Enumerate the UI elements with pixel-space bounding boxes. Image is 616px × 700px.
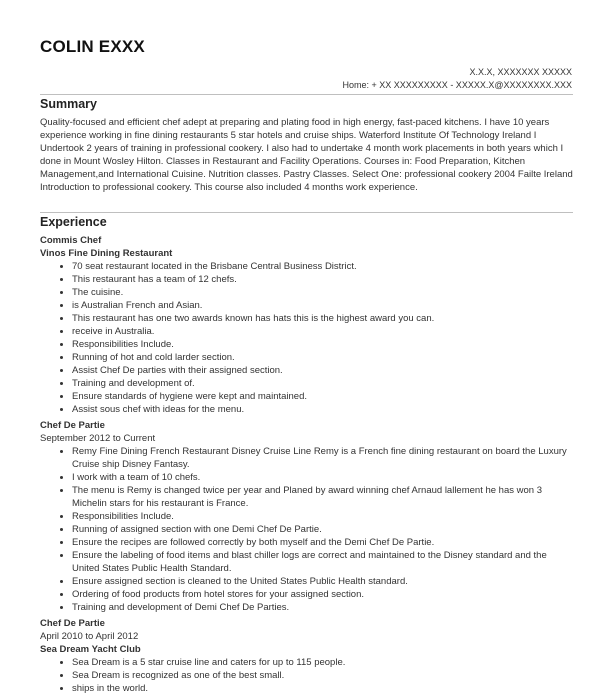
bullet-item: • Responsibilities Include. [72, 510, 576, 523]
job-entry [40, 419, 576, 614]
job-title: Commis Chef [40, 235, 102, 246]
bullet-item: • Sea Dream is recognized as one of the best small. [72, 669, 576, 682]
bullet-item: • This restaurant has one two awards known has hats this is the highest award you can. [72, 312, 576, 325]
bullet-item: • Ensure the labeling of food items and blast chiller logs are correct and maintained to the Disney standard and the United States Public Health Standard. [72, 549, 576, 575]
bullet-item: • Training and development of Demi Chef De Parties. [72, 601, 576, 614]
bullet-item: • The cuisine. [72, 286, 576, 299]
contact-line: Home: + XX XXXXXXXXX - XXXXX.X@XXXXXXXX.XXX [342, 80, 572, 90]
job-entry [40, 234, 576, 416]
experience-list [40, 234, 576, 698]
job-title: Chef De Partie [40, 420, 105, 431]
bullet-item: • Ensure assigned section is cleaned to the United States Public Health standard. [72, 575, 576, 588]
bullet-item: • Sea Dream is a 5 star cruise line and caters for up to 115 people. [72, 656, 576, 669]
bullet-item: • receive in Australia. [72, 325, 576, 338]
bullet-item: • Assist sous chef with ideas for the menu. [72, 403, 576, 416]
summary-divider [40, 94, 573, 95]
bullet-item: • I work with a team of 10 chefs. [72, 471, 576, 484]
job-bullets [40, 656, 576, 695]
bullet-item: • Assist Chef De parties with their assigned section. [72, 364, 576, 377]
job-dates: September 2012 to Current [40, 433, 156, 444]
bullet-item: • Ensure the recipes are followed correctly by both myself and the Demi Chef De Partie. [72, 536, 576, 549]
bullet-item: • is Australian French and Asian. [72, 299, 576, 312]
job-title: Chef De Partie [40, 618, 105, 629]
bullet-item: • Training and development of. [72, 377, 576, 390]
job-bullets [40, 260, 576, 416]
bullet-item: • This restaurant has a team of 12 chefs. [72, 273, 576, 286]
job-company: Sea Dream Yacht Club [40, 644, 141, 655]
job-entry [40, 617, 576, 695]
bullet-item: • Running of hot and cold larder section. [72, 351, 576, 364]
bullet-item: • 70 seat restaurant located in the Brisbane Central Business District. [72, 260, 576, 273]
bullet-item: • Ordering of food products from hotel stores for your assigned section. [72, 588, 576, 601]
bullet-item: • Ensure standards of hygiene were kept and maintained. [72, 390, 576, 403]
job-company: Vinos Fine Dining Restaurant [40, 248, 173, 259]
candidate-name: COLIN EXXX [40, 37, 145, 56]
summary-text: Quality-focused and efficient chef adept at preparing and plating food in high energy, fast-paced kitchens. I have 10 years experience working in fine dining restaurants 5 star hotels and cruise ships. Waterford Institute Of Technology Ireland I Undertook 2 years of training in professional cookery. I also had to undertake 4 month work placements in both years which I done in Mount Wosley Hilton. Classes in Restaurant and Facility Operations. Courses in: Food Preparation, Kitchen Management,and International Cuisine. Nutrition classes. Pastry Classes. Select One: professional cookery 2004 Failte Ireland Introduction to professional cookery. This course also included 4 months work experience. [40, 117, 573, 193]
address-line: X.X.X, XXXXXXX XXXXX [469, 67, 572, 77]
bullet-item: • The menu is Remy is changed twice per year and Planed by award winning chef Arnaud lallement he has won 3 Michelin stars for his restaurant is France. [72, 484, 576, 510]
bullet-item: • Remy Fine Dining French Restaurant Disney Cruise Line Remy is a French fine dining restaurant on board the Luxury Cruise ship Disney Fantasy. [72, 445, 576, 471]
job-dates: April 2010 to April 2012 [40, 631, 139, 642]
bullet-item: • Running of assigned section with one Demi Chef De Partie. [72, 523, 576, 536]
bullet-item: • ships in the world. [72, 682, 576, 695]
summary-heading: Summary [40, 97, 97, 111]
experience-heading: Experience [40, 215, 107, 229]
job-bullets [40, 445, 576, 614]
experience-divider [40, 212, 573, 213]
bullet-item: • Responsibilities Include. [72, 338, 576, 351]
